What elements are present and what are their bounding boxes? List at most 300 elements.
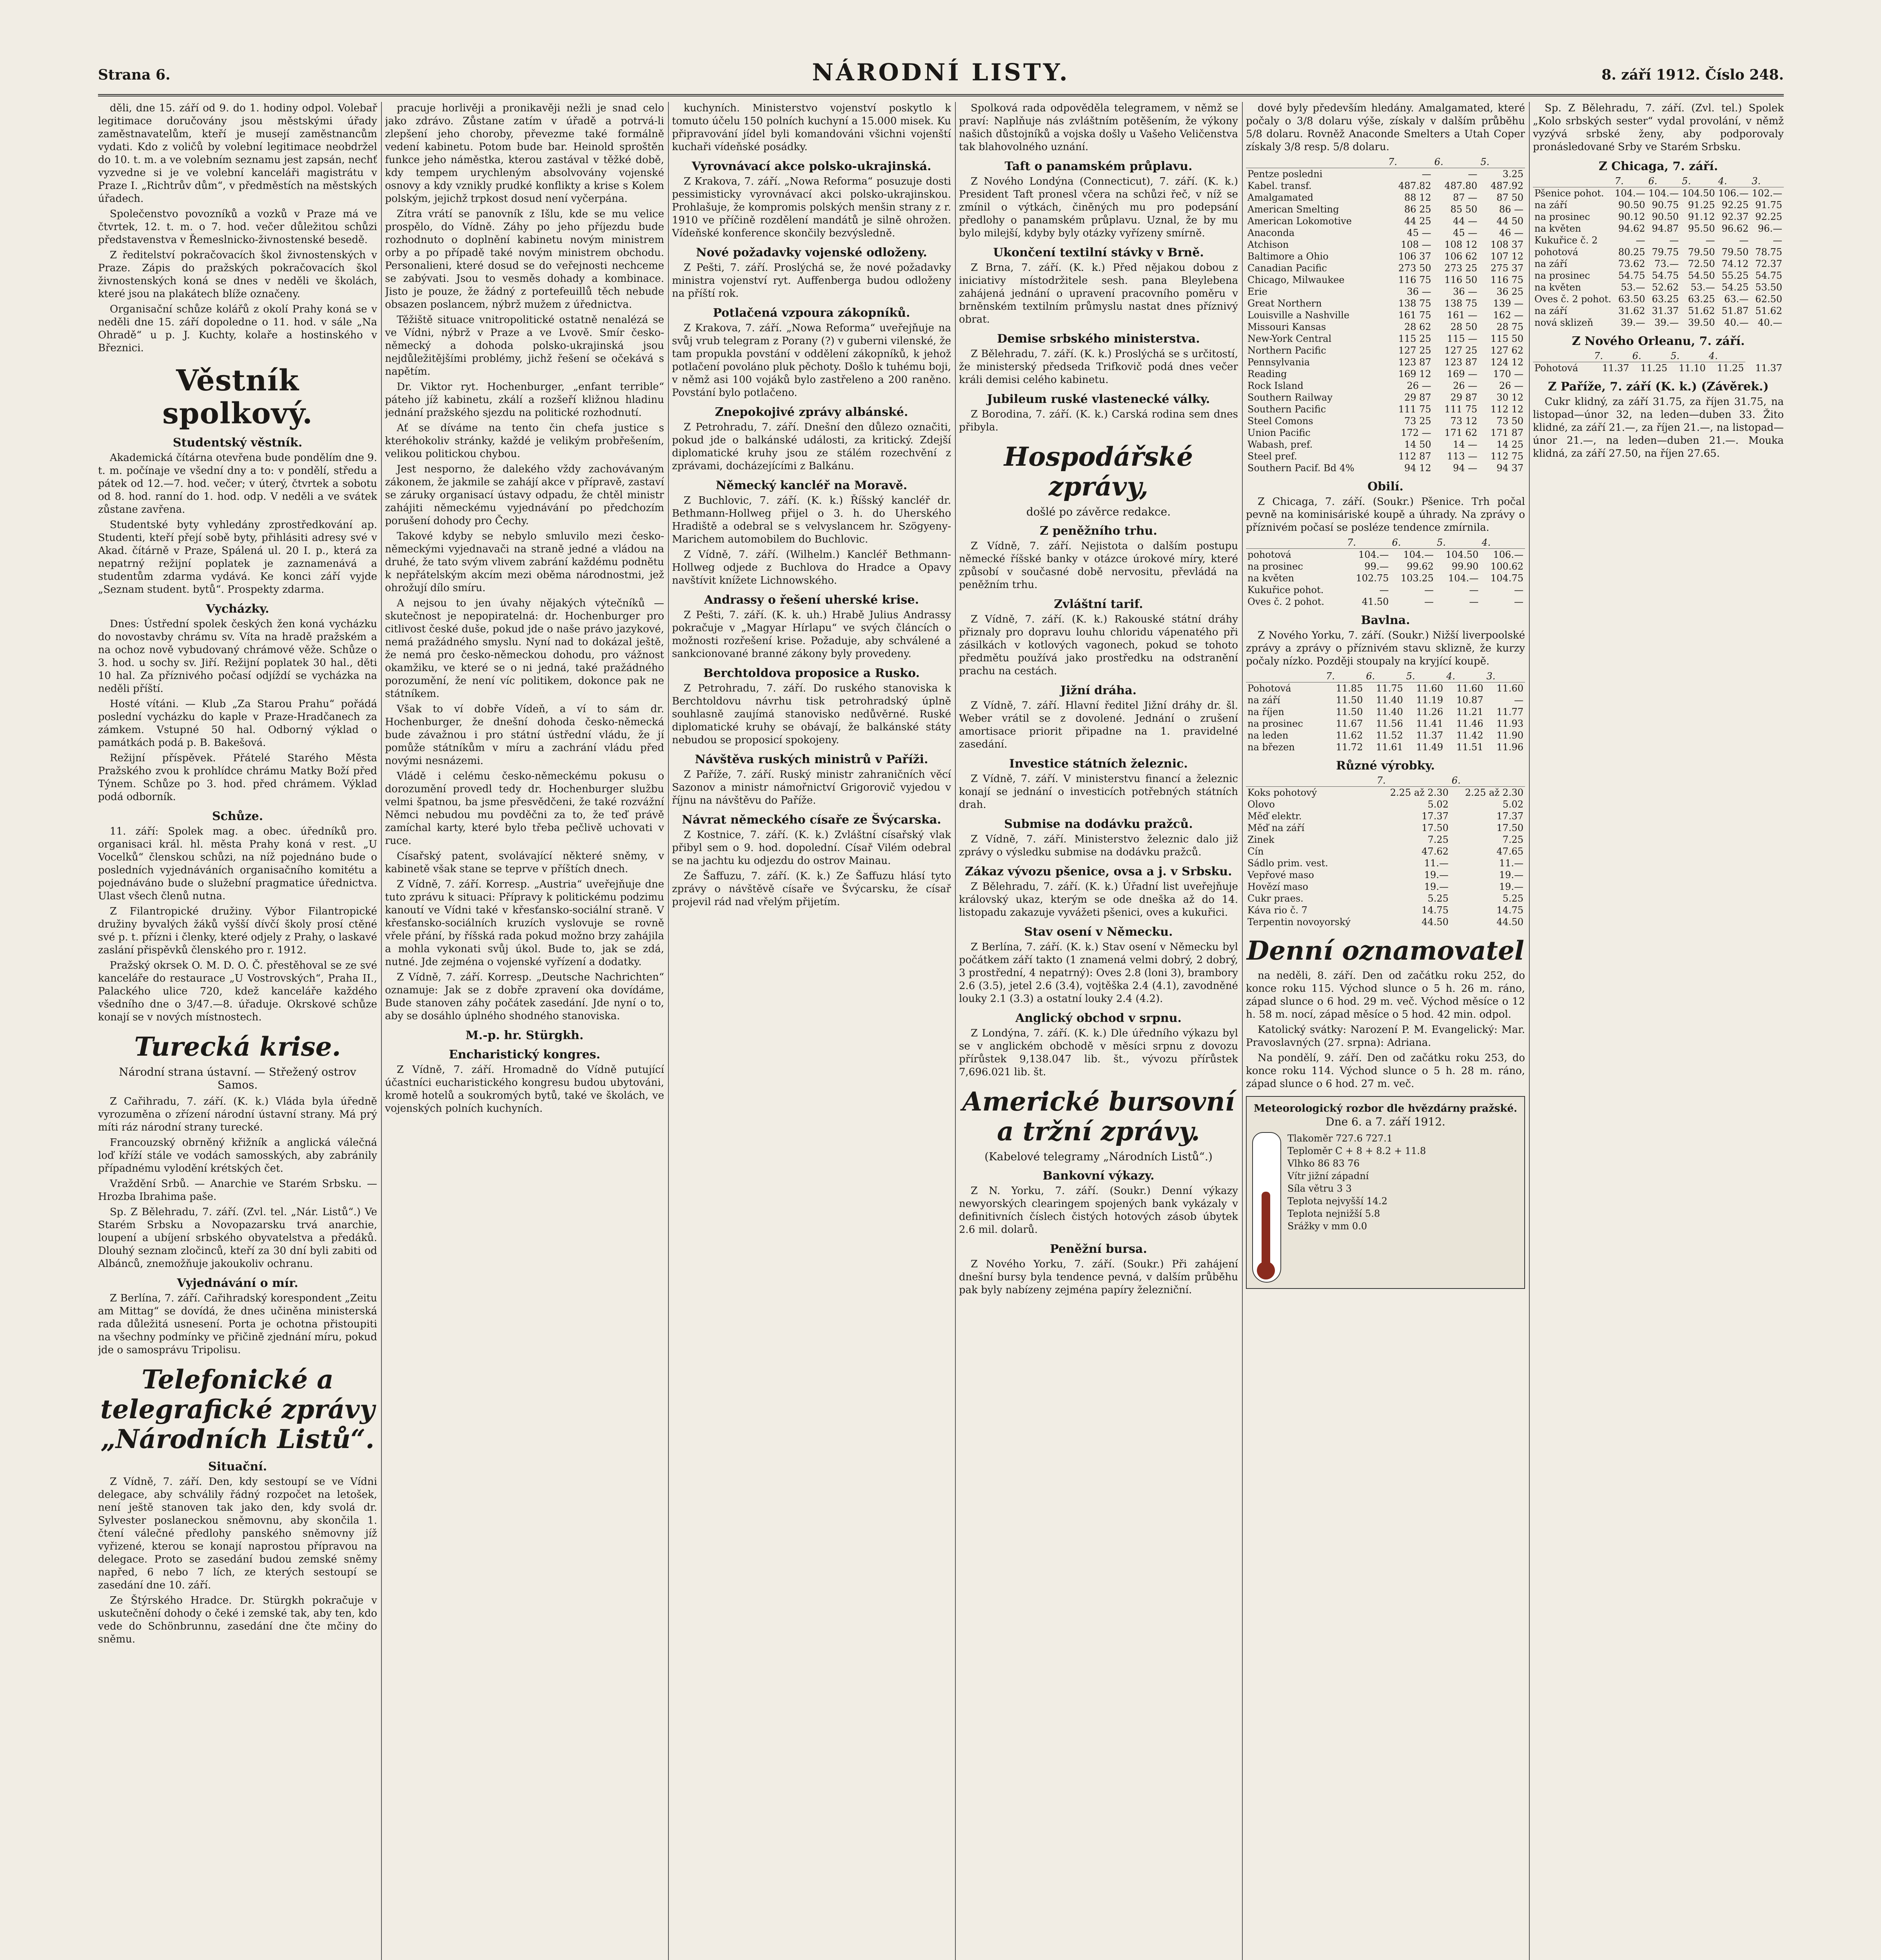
quote-value: 2.25 až 2.30: [1465, 787, 1523, 798]
row-label: na březen: [1247, 742, 1295, 753]
quote-value: 91.25: [1688, 200, 1715, 211]
quote-value: 124 12: [1491, 357, 1523, 368]
column-4: [959, 102, 1238, 1960]
quote-value: 11.49: [1416, 742, 1443, 753]
row-label: na prosinec: [1247, 718, 1303, 729]
article-paragraph: Z Bělehradu, 7. září. (K. k.) Úřadní list uveřejňuje královský ukaz, kterým se ode dneška až do 14. listopadu zakazuje vyvážeti pšenici, oves a kukuřici.: [959, 881, 1238, 918]
quote-value: 72.50: [1688, 258, 1715, 269]
quote-value: 106 62: [1444, 251, 1478, 262]
table-header-cell: 4.: [1480, 537, 1525, 549]
section-heading: Studentský věstník.: [172, 436, 303, 450]
quote-value: 46 —: [1499, 227, 1523, 238]
quote-value: 94.62: [1618, 223, 1645, 234]
quote-value: 11.56: [1376, 718, 1403, 729]
quote-value: 11.40: [1376, 706, 1403, 717]
quote-value: 138 75: [1398, 298, 1431, 309]
quote-value: 96.—: [1758, 223, 1782, 234]
table-header-cell: 7.: [1345, 537, 1391, 549]
row-label: Steel pref.: [1247, 451, 1297, 462]
row-label: Southern Railway: [1247, 392, 1333, 403]
row-label: Chicago, Milwaukee: [1247, 274, 1345, 285]
article-paragraph: Ze Štýrského Hradce. Dr. Stürgkh pokračuje v uskutečnění dohody o čeké i zemské tak, aby ten, kdo vede do Schönbrunnu, zasedání dne čte mčiny do sněmu.: [98, 1595, 377, 1645]
article-paragraph: Z ředitelství pokračovacích škol živnostenských v Praze. Zápis do pražských pokračovacích škol živnostenských koná se dnes v neděli ve školách, které jsou na plakátech blíže označeny.: [98, 249, 377, 300]
table-row: [1246, 180, 1525, 192]
quote-value: 104.75: [1491, 573, 1523, 584]
table-row: [1246, 596, 1525, 608]
article-paragraph: Takové kdyby se nebylo smluvilo mezi česko-německými vyjednavači na straně jedné a vládou na druhé, že tato svým vlivem zabrání každému podnětu k nepřátelským akcím mezi oběma národnostmi, jež ohrožují dílo smíru.: [385, 530, 664, 594]
table-row: [1246, 694, 1525, 706]
quote-value: 19.—: [1499, 869, 1523, 880]
quote-value: 39.—: [1621, 317, 1645, 328]
quote-value: 169 12: [1398, 368, 1431, 379]
article-paragraph: Sp. Z Bělehradu, 7. září. (Zvl. tel. „Nár. Listů“.) Ve Starém Srbsku a Novopazarsku trvá anarchie, loupení a ubíjení srbského obyvatelstva a předáků. Dlouhý seznam zločinců, kteří za 30 dní byli zabiti od Albánců, znemožňuje jakoukoliv ochranu.: [98, 1206, 377, 1270]
row-label: na prosinec: [1534, 270, 1590, 281]
quote-value: 104.—: [1648, 188, 1679, 199]
section-heading: Návštěva ruských ministrů v Paříži.: [695, 753, 928, 766]
quote-value: 99.—: [1364, 561, 1389, 572]
table-header-cell: [1246, 156, 1387, 168]
table-header-cell: [1533, 175, 1613, 187]
column-1: [98, 102, 377, 1960]
table-row: [1533, 246, 1784, 258]
table-row: [1246, 549, 1525, 561]
article-paragraph: 11. září: Spolek mag. a obec. úředníků pro. organisaci král. hl. města Prahy koná v rest. „U Vocelků“ členskou schůzi, na níž pojednáno bude o posledních vyjednáváních organisačního komitétu a pojednáváno bude o služební pragmatice úřednictva. Ulast všech členů nutna.: [98, 826, 377, 902]
article-paragraph: Císařský patent, svolávající některé sněmy, v kabinetě však stane se teprve v příštích dnech.: [385, 850, 664, 875]
quote-value: —: [1669, 235, 1679, 246]
weather-row: Tlakoměr 727.6 727.1: [1287, 1133, 1393, 1144]
article-paragraph: Francouzský obrněný křižník a anglická válečná loď kříží stále ve vodách samosských, aby zabránily případnému vylodění krétských čet.: [98, 1137, 377, 1174]
quote-value: 11.21: [1456, 706, 1483, 717]
section-banner: Věstník spolkový.: [162, 364, 313, 430]
table-row: [1246, 799, 1525, 810]
section-heading: Bavlna.: [1361, 613, 1410, 627]
quote-value: 104.—: [1615, 188, 1645, 199]
quote-value: 106 37: [1398, 251, 1431, 262]
quote-value: 26 —: [1499, 380, 1523, 391]
row-label: Great Northern: [1247, 298, 1322, 309]
section-heading: Znepokojivé zprávy albánské.: [715, 405, 908, 419]
quote-value: 275 37: [1491, 263, 1523, 274]
row-label: Vepřové maso: [1247, 869, 1314, 880]
table-row: [1246, 368, 1525, 380]
table-header-cell: 5.: [1405, 670, 1445, 682]
quote-value: 10.87: [1456, 695, 1483, 706]
table-row: [1246, 706, 1525, 718]
row-label: Pohotová: [1247, 683, 1291, 694]
article-paragraph: Spolková rada odpověděla telegramem, v němž se praví: Naplňuje nás zvláštním potěšením, že výkony našich důstojníků a vojska došly u Vašeho Veličenstva tak blahovolného uznání.: [959, 102, 1238, 153]
table-header-cell: [1246, 537, 1345, 549]
row-label: Kukuřice pohot.: [1247, 584, 1324, 595]
section-heading: Z Paříže, 7. září (K. k.) (Závěrek.): [1548, 380, 1769, 394]
article-paragraph: Z Bělehradu, 7. září. (K. k.) Proslýchá se s určitostí, že ministerský předseda Trifkovič podá dnes večer králi demisi celého kabinetu.: [959, 348, 1238, 386]
article-paragraph: Jest nesporno, že dalekého vždy zachovávaným zákonem, že jakmile se zahájí akce v přípravě, zastaví se záruky organisací ústavy odpadu, že chtěl ministr zahájiti německému vyjednávání po předchozím porušení dohody pro Čechy.: [385, 463, 664, 527]
quote-value: 273 25: [1444, 263, 1478, 274]
table-row: [1246, 810, 1525, 822]
section-subtitle: (Kabelové telegramy „Národních Listů“.): [984, 1150, 1213, 1163]
row-label: na květen: [1534, 223, 1581, 234]
quote-value: 72.37: [1755, 258, 1782, 269]
quote-value: 26 —: [1407, 380, 1431, 391]
quote-value: 54.25: [1721, 282, 1749, 293]
quote-value: 80.25: [1618, 247, 1645, 258]
article-paragraph: A nejsou to jen úvahy nějakých výtečníků — skutečnost je nepopiratelná: dr. Hochenburger pro citlivost české duše, pokud jde o naše právo jazykové, nemá pražádného smyslu. Nyní nad to dokázal ještě, že nemá pro česko-německou dohodu, pro vážnost okamžiku, ve které se o ni jedná, také pražádného porozumění, že není víc politikem, dokonce pak ne státníkem.: [385, 597, 664, 700]
article-paragraph: Z Vídně, 7. září. Hlavní ředitel Jižní dráhy dr. šl. Weber vrátil se z dovolené. Jednání o zrušení amortisace priorit připadne na 1. pravidelné zasedání.: [959, 700, 1238, 750]
table-row: [1246, 427, 1525, 439]
row-label: na prosinec: [1534, 211, 1590, 222]
table-row: [1533, 305, 1784, 317]
table-row: [1246, 298, 1525, 309]
table-row: [1246, 857, 1525, 869]
quote-value: 92.25: [1755, 211, 1782, 222]
table-row: [1246, 203, 1525, 215]
quote-value: 14 25: [1496, 439, 1523, 450]
table-row: [1533, 317, 1784, 328]
table-row: [1246, 730, 1525, 741]
quote-value: 11.67: [1336, 718, 1363, 729]
page-number: Strana 6.: [98, 67, 171, 83]
quote-value: 95.50: [1688, 223, 1715, 234]
table-header-cell: 5.: [1680, 175, 1716, 187]
row-label: Kabel. transf.: [1247, 180, 1312, 191]
table-row: [1246, 415, 1525, 427]
section-heading: Andrassy o řešení uherské krise.: [704, 593, 919, 607]
section-heading: Vyrovnávací akce polsko-ukrajinská.: [692, 160, 931, 173]
table-row: [1246, 904, 1525, 916]
section-heading: Stav osení v Německu.: [1024, 925, 1173, 939]
section-heading: Ukončení textilní stávky v Brně.: [993, 246, 1204, 260]
quote-value: —: [1468, 169, 1478, 180]
table-header-cell: 5.: [1479, 156, 1525, 168]
quote-value: —: [1773, 235, 1782, 246]
quote-value: 44 50: [1496, 216, 1523, 227]
article-paragraph: Z Chicaga, 7. září. (Soukr.) Pšenice. Trh počal pevně na kominisáriské koupě a úhrady. Na zprávy o příznivém počasí se posléze tendence zmírnila.: [1246, 496, 1525, 534]
quote-value: 73 25: [1404, 416, 1431, 426]
quote-value: 112 75: [1491, 451, 1523, 462]
quote-table: [1533, 175, 1784, 328]
row-label: Baltimore a Ohio: [1247, 251, 1329, 262]
quote-value: 108 12: [1444, 239, 1478, 250]
section-heading: Berchtoldova proposice a Rusko.: [703, 666, 920, 680]
quote-value: 90.50: [1652, 211, 1679, 222]
quote-value: 171 87: [1491, 427, 1523, 438]
row-label: na září: [1534, 258, 1567, 269]
article-paragraph: Z Pešti, 7. září. Proslýchá se, že nové požadavky ministra vojenství ryt. Auffenberga budou odloženy na příští rok.: [672, 262, 951, 299]
table-header-cell: 6.: [1390, 537, 1435, 549]
quote-value: 28 50: [1450, 321, 1478, 332]
quote-value: 11.51: [1456, 742, 1483, 753]
table-row: [1533, 234, 1784, 246]
quote-value: 79.75: [1652, 247, 1679, 258]
quote-value: 11.52: [1376, 730, 1403, 741]
quote-value: 14.75: [1422, 905, 1449, 916]
quote-value: 115 50: [1491, 333, 1523, 344]
issue-date: 8. září 1912. Číslo 248.: [1601, 67, 1784, 83]
section-heading: Z Nového Orleanu, 7. září.: [1572, 334, 1745, 348]
quote-value: 102.—: [1752, 188, 1782, 199]
row-label: Olovo: [1247, 799, 1275, 810]
section-heading: Vycházky.: [206, 602, 269, 616]
quote-value: 5.02: [1427, 799, 1449, 810]
table-row: [1246, 392, 1525, 403]
article-paragraph: Cukr klidný, za září 31.75, za říjen 31.75, na listopad—únor 32, na leden—duben 33. Žito klidné, za září 21.—, za říjen 21.—, na listopad—únor 21.—, na leden—duben 21.—. Mouka klidná, za září 27.50, na říjen 27.65.: [1533, 396, 1784, 459]
quote-value: 100.62: [1491, 561, 1523, 572]
quote-value: 79.50: [1721, 247, 1749, 258]
quote-value: 5.25: [1502, 893, 1523, 904]
quote-value: 94 —: [1453, 463, 1478, 474]
quote-value: 90.50: [1618, 200, 1645, 211]
quote-value: 104.—: [1358, 549, 1389, 560]
quote-value: 11.25: [1640, 363, 1668, 374]
quote-value: 94 12: [1404, 463, 1431, 474]
quote-value: 11.77: [1496, 706, 1523, 717]
section-heading: Návrat německého císaře ze Švýcarska.: [682, 813, 941, 827]
row-label: Louisville a Nashville: [1247, 310, 1350, 321]
quote-value: 11.42: [1456, 730, 1483, 741]
row-label: Cukr praes.: [1247, 893, 1304, 904]
quote-value: 17.37: [1496, 811, 1523, 822]
quote-value: 112 87: [1398, 451, 1431, 462]
weather-date: Dne 6. a 7. září 1912.: [1325, 1115, 1445, 1128]
row-label: Canadian Pacific: [1247, 263, 1327, 274]
table-header-cell: 3.: [1750, 175, 1784, 187]
section-heading: Z Chicaga, 7. září.: [1598, 160, 1718, 173]
section-heading: Vyjednávání o mír.: [177, 1276, 298, 1290]
table-row: [1533, 223, 1784, 234]
quote-value: 11.60: [1416, 683, 1443, 694]
table-header-cell: 4.: [1716, 175, 1750, 187]
article-paragraph: Hosté vítáni. — Klub „Za Starou Prahu“ pořádá poslední vycházku do kaple v Praze-Hradčanech za zámkem. Vstupné 50 hal. Odborný výklad o památkách podá p. B. Bakešová.: [98, 698, 377, 749]
article-paragraph: Z Vídně, 7. září. Den, kdy sestoupí se ve Vídni delegace, aby schválily řádný rozpočet na letošek, není ještě stanoven tak jako den, kdy svolá dr. Sylvester poslaneckou sněmovnu, aby skončila 1. čtení válečné předlohy panského sněmovny jíž vyřizené, kterou se konají naprostou přípravou na delegace. Proto se zasedání budou zemské sněmy napřed, 6 nebo 7 lích, ze kterých sestoupí se zasedání dne 10. září.: [98, 1476, 377, 1591]
quote-value: 51.87: [1721, 305, 1749, 316]
quote-value: 11.85: [1336, 683, 1363, 694]
quote-value: —: [1705, 235, 1715, 246]
quote-value: 63.50: [1618, 294, 1645, 305]
quote-value: 112 12: [1491, 404, 1523, 415]
quote-value: 5.25: [1427, 893, 1449, 904]
quote-value: 113 —: [1447, 451, 1478, 462]
table-row: [1533, 362, 1784, 374]
quote-value: 55.25: [1721, 270, 1749, 281]
quote-value: 14.75: [1496, 905, 1523, 916]
row-label: na září: [1534, 305, 1567, 316]
table-row: [1246, 262, 1525, 274]
quote-value: 5.02: [1502, 799, 1523, 810]
article-paragraph: děli, dne 15. září od 9. do 1. hodiny odpol. Volebař legitimace doručovány jsou městskými úřady zaměstnavatelům, kteří je musejí zaměstnancům vydati. Kdo z voličů by volební legitimace neobdržel do 10. t. m. a ve volebním seznamu jest zapsán, nechť vyzvedne si je ve volební kanceláři magistrátu v Praze I. „Richtrův dům“, v předměstích na městských úřadech.: [98, 102, 377, 205]
quote-value: —: [1514, 596, 1523, 607]
row-label: Pšenice pohot.: [1534, 188, 1604, 199]
article-paragraph: Z Petrohradu, 7. září. Do ruského stanoviska k Berchtoldovu návrhu tisk petrohradský úplně souhlasně zaujímá stanovisko nedůvěrné. Ruské diplomatické kruhy se obávají, že balkánské státy nebudou se proposicí spokojeny.: [672, 682, 951, 746]
quote-value: 73 50: [1496, 416, 1523, 426]
article-paragraph: na neděli, 8. září. Den od začátku roku 252, do konce roku 115. Východ slunce o 5 h. 26 m. ráno, západ slunce o 6 hod. 29 m. več. Východ měsíce o 12 h. 58 m. nocí, západ měsíce o 5 hod. 42 min. odpol.: [1246, 970, 1525, 1020]
table-row: [1533, 293, 1784, 305]
quote-value: 44 25: [1404, 216, 1431, 227]
table-header-cell: 6.: [1631, 350, 1669, 362]
quote-value: 106.—: [1493, 549, 1523, 560]
quote-value: 78.75: [1755, 247, 1782, 258]
quote-value: 73 12: [1450, 416, 1478, 426]
row-label: na květen: [1534, 282, 1581, 293]
table-row: [1246, 250, 1525, 262]
quote-value: 11.72: [1336, 742, 1363, 753]
article-paragraph: Akademická čítárna otevřena bude pondělím dne 9. t. m. počínaje ve všední dny a to: v pondělí, středu a pátek od 12.—7. hod. večer; v úterý, čtvrtek a sobotu od 8. hod. ranní do 1. hod. odp. V neděli a ve svátek zůstane zavřena.: [98, 452, 377, 515]
table-row: [1246, 462, 1525, 474]
quote-value: 487.92: [1491, 180, 1523, 191]
quote-value: 104.—: [1403, 549, 1434, 560]
article-paragraph: Vraždění Srbů. — Anarchie ve Starém Srbsku. — Hrozba Ibrahima paše.: [98, 1178, 377, 1203]
quote-value: 54.75: [1618, 270, 1645, 281]
header-rule: [98, 94, 1784, 96]
quote-value: 85 50: [1450, 204, 1478, 215]
quote-value: 116 75: [1491, 274, 1523, 285]
article-paragraph: Z Borodina, 7. září. (K. k.) Carská rodina sem dnes přibyla.: [959, 408, 1238, 433]
weather-row: Síla větru 3 3: [1287, 1183, 1352, 1194]
table-row: [1246, 822, 1525, 834]
article-paragraph: Z Cařihradu, 7. září. (K. k.) Vláda byla úředně vyrozuměna o zřízení národní ústavní strany. Má prý míti ráz národní strany turecké.: [98, 1096, 377, 1133]
article-paragraph: Z Vídně, 7. září. Ministerstvo železnic dalo již zprávy o výsledku submise na dodávku pražců.: [959, 833, 1238, 858]
row-label: Atchison: [1247, 239, 1289, 250]
quote-value: —: [1424, 596, 1434, 607]
quote-value: 11.25: [1717, 363, 1744, 374]
quote-value: 28 62: [1404, 321, 1431, 332]
quote-value: 99.90: [1451, 561, 1479, 572]
columns: [98, 102, 1784, 1960]
article-paragraph: Z Brna, 7. září. (K. k.) Před nějakou dobou z iniciativy místodržitele sesh. pana Bleylebena zahájená jednání o upravení pracovního poměru v brněnském textilním průmyslu nastat dnes příznivý obrat.: [959, 262, 1238, 325]
quote-value: 19.—: [1424, 881, 1449, 892]
weather-box: [1246, 1096, 1525, 1289]
quote-value: 26 —: [1453, 380, 1478, 391]
quote-value: 54.75: [1755, 270, 1782, 281]
article-paragraph: kuchyních. Ministerstvo vojenství poskytlo k tomuto účelu 150 polních kuchyní a 15.000 misek. Ku připravování jídel byli komandováni všichni vojenští kuchaři vídeňské posádky.: [672, 102, 951, 153]
weather-row: Teploměr C + 8 + 8.2 + 11.8: [1287, 1145, 1426, 1156]
row-label: Missouri Kansas: [1247, 321, 1326, 332]
quote-value: 127 25: [1398, 345, 1431, 356]
quote-value: 11.60: [1496, 683, 1523, 694]
quote-value: —: [1469, 596, 1479, 607]
row-label: Northern Pacific: [1247, 345, 1326, 356]
quote-value: 90.75: [1652, 200, 1679, 211]
quote-value: 11.—: [1499, 858, 1523, 869]
section-heading: Z peněžního trhu.: [1040, 524, 1157, 538]
quote-value: 87 —: [1453, 192, 1478, 203]
quote-value: 36 —: [1453, 286, 1478, 297]
table-row: [1246, 380, 1525, 392]
quote-value: 116 75: [1398, 274, 1431, 285]
section-heading: Situační.: [208, 1460, 267, 1474]
quote-value: 487.80: [1444, 180, 1478, 191]
section-heading: Německý kancléř na Moravě.: [715, 479, 908, 492]
quote-value: 487.82: [1398, 180, 1431, 191]
row-label: na září: [1247, 695, 1280, 706]
quote-value: 11.41: [1416, 718, 1443, 729]
quote-value: 52.62: [1652, 282, 1679, 293]
quote-value: 99.62: [1407, 561, 1434, 572]
quote-value: 123 87: [1444, 357, 1478, 368]
quote-value: 11.61: [1376, 742, 1403, 753]
table-row: [1246, 345, 1525, 356]
section-heading: Schůze.: [212, 809, 263, 823]
quote-value: 92.25: [1721, 200, 1749, 211]
quote-value: 36 25: [1496, 286, 1523, 297]
quote-value: —: [1636, 235, 1645, 246]
table-row: [1246, 274, 1525, 286]
section-heading: M.-p. hr. Stürgkh.: [465, 1029, 584, 1042]
table-header-cell: 7.: [1375, 775, 1450, 787]
table-header-cell: 5.: [1669, 350, 1707, 362]
quote-value: 7.25: [1427, 834, 1449, 845]
quote-value: 11.62: [1336, 730, 1363, 741]
row-label: Oves č. 2 pohot.: [1247, 596, 1324, 607]
row-label: American Smelting: [1247, 204, 1339, 215]
quote-value: 91.75: [1755, 200, 1782, 211]
quote-value: 44.50: [1422, 916, 1449, 927]
column-6: [1533, 102, 1784, 1960]
article-paragraph: Z Vídně, 7. září. Nejistota o dalším postupu německé říšské banky v otázce úrokové míry, které způsobí v současné době nervositu, převládá na peněžním trhu.: [959, 540, 1238, 591]
quote-value: 40.—: [1724, 317, 1749, 328]
article-paragraph: Společenstvo povozníků a vozků v Praze má ve čtvrtek, 12. t. m. o 7. hod. večer důležitou schůzi představenstva v Řemeslnicko-živnostenské besedě.: [98, 208, 377, 246]
article-paragraph: Z Berlína, 7. září. (K. k.) Stav osení v Německu byl počátkem září takto (1 znamená velmi dobrý, 2 dobrý, 3 prostřední, 4 nepatrný): Oves 2.8 (loni 3), brambory 2.6 (3.5), jetel 2.6 (3.4), vojtěška 2.4 (4.1), zavodněné louky 2.1 (3.3) a ostatní louky 2.4 (4.2).: [959, 941, 1238, 1005]
quote-value: 11.—: [1424, 858, 1449, 869]
table-row: [1533, 199, 1784, 211]
quote-value: 74.12: [1721, 258, 1749, 269]
table-row: [1246, 356, 1525, 368]
table-row: [1246, 333, 1525, 345]
quote-value: 94 37: [1496, 463, 1523, 474]
quote-value: 11.37: [1416, 730, 1443, 741]
article-paragraph: Z Vídně, 7. září. Hromadně do Vídně putující účastníci eucharistického kongresu budou ubytováni, kromě hotelů a soukromých bytů, také ve školách, ve vojenských polních kuchyních.: [385, 1064, 664, 1114]
quote-value: 53.50: [1755, 282, 1782, 293]
section-heading: Demise srbského ministerstva.: [997, 332, 1200, 346]
row-label: Southern Pacif. Bd 4%: [1247, 463, 1354, 474]
table-row: [1246, 309, 1525, 321]
section-heading: Zákaz vývozu pšenice, ovsa a j. v Srbsku.: [965, 865, 1232, 878]
table-row: [1246, 834, 1525, 846]
table-row: [1533, 211, 1784, 223]
weather-row: Vlhko 86 83 76: [1287, 1158, 1360, 1169]
article-paragraph: Vládě i celému česko-německému pokusu o dorozumění provedl tedy dr. Hochenburger službu velmi špatnou, ba jsme přesvědčeni, že také rozvážní Němci nebudou mu povděčni za to, že teď právě zamíchal karty, které bylo třeba pečlivě uchovati v ruce.: [385, 770, 664, 847]
quote-value: 162 —: [1493, 310, 1523, 321]
quote-value: 11.46: [1456, 718, 1483, 729]
quote-value: —: [1739, 235, 1749, 246]
thermometer-icon: [1252, 1132, 1281, 1283]
section-heading: Peněžní bursa.: [1050, 1242, 1147, 1256]
table-row: [1246, 787, 1525, 799]
quote-value: 104.50: [1682, 188, 1715, 199]
section-banner: Telefonické a telegrafické zprávy „Národních Listů“.: [100, 1364, 375, 1454]
article-paragraph: Z Kostnice, 7. září. (K. k.) Zvláštní císařský vlak přibyl sem o 9. hod. dopolední. Císař Vilém odebral se na jachtu ku odjezdu do ostrov Mainau.: [672, 829, 951, 867]
section-heading: Submise na dodávku pražců.: [1004, 817, 1193, 831]
quote-value: 54.75: [1652, 270, 1679, 281]
quote-value: 47.65: [1496, 846, 1523, 857]
article-paragraph: Z Nového Yorku, 7. září. (Soukr.) Nižší liverpoolské zprávy a zprávy o příznivém stavu sklizně, že kurzy počaly nízko. Později stoupaly na kryjící koupě.: [1246, 630, 1525, 667]
article-paragraph: Z Vídně, 7. září. (Wilhelm.) Kancléř Bethmann-Hollweg odjede z Buchlova do Hradce a Opavy navštívit knížete Lichnowského.: [672, 549, 951, 586]
quote-value: 44 —: [1453, 216, 1478, 227]
quote-value: 45 —: [1453, 227, 1478, 238]
row-label: Zinek: [1247, 834, 1275, 845]
quote-value: 19.—: [1499, 881, 1523, 892]
table-row: [1246, 168, 1525, 180]
table-header-cell: 6.: [1647, 175, 1680, 187]
table-header-cell: 5.: [1435, 537, 1480, 549]
column-divider: [1242, 102, 1243, 1960]
article-paragraph: Z N. Yorku, 7. září. (Soukr.) Denní výkazy newyorských clearingem spojených bank vykázaly v definitivních číslech čistých hotových zásob úbytek 2.6 mil. dolarů.: [959, 1185, 1238, 1236]
table-row: [1246, 741, 1525, 753]
section-heading: Anglický obchod v srpnu.: [1015, 1011, 1182, 1025]
article-paragraph: Organisační schůze kolářů z okolí Prahy koná se v neděli dne 15. září dopoledne o 11. hod. v sále „Na Ohradě“ u p. J. Kuchty, kolaře a hostinského v Březnici.: [98, 303, 377, 354]
quote-value: 73.62: [1618, 258, 1645, 269]
quote-value: 63.25: [1688, 294, 1715, 305]
quote-value: 2.25 až 2.30: [1390, 787, 1449, 798]
weather-heading: Meteorologický rozbor dle hvězdárny pražské.: [1253, 1103, 1518, 1114]
